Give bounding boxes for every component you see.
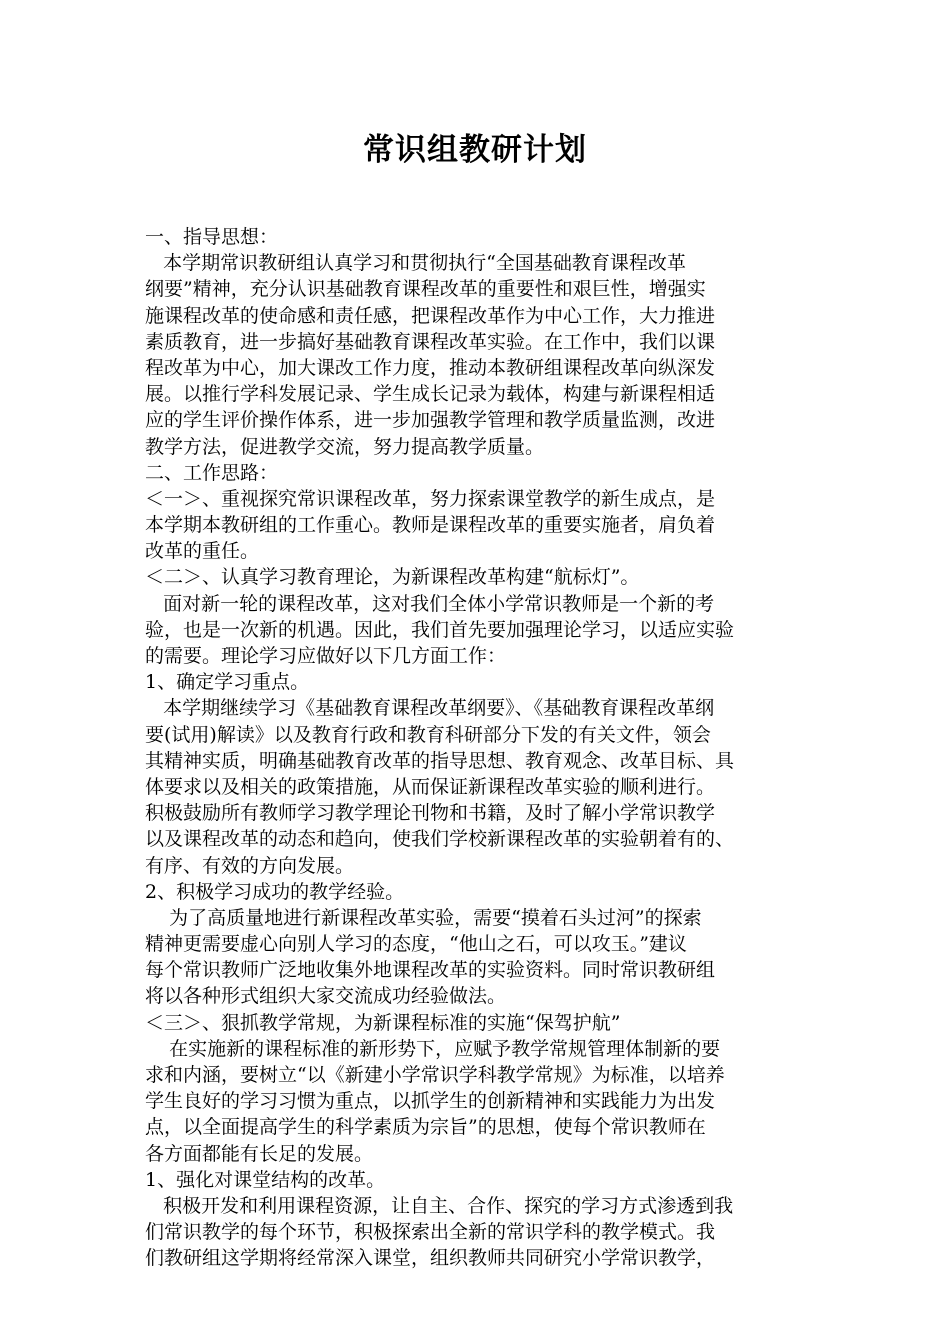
body-line: 求和内涵，要树立“以《新建小学常识学科教学常规》为标准，以培养 [145, 1064, 725, 1086]
body-line: 有序、有效的方向发展。 [145, 854, 355, 877]
body-line: 本学期本教研组的工作重心。教师是课程改革的重要实施者，肩负着 [145, 514, 716, 537]
body-line: 将以各种形式组织大家交流成功经验做法。 [145, 985, 507, 1008]
body-line: 验，也是一次新的机遇。因此，我们首先要加强理论学习，以适应实验 [145, 618, 735, 641]
body-line: 1、强化对课堂结构的改革。 [145, 1168, 386, 1191]
body-line: 们常识教学的每个环节，积极探索出全新的常识学科的教学模式。我 [145, 1221, 716, 1244]
body-line: 一、指导思想： [145, 226, 279, 248]
body-line: 的需要。理论学习应做好以下几方面工作： [145, 645, 507, 667]
body-line: 面对新一轮的课程改革，这对我们全体小学常识教师是一个新的考 [145, 592, 715, 615]
body-line: 其精神实质，明确基础教育改革的指导思想、教育观念、改革目标、具 [145, 749, 735, 772]
body-line: 在实施新的课程标准的新形势下，应赋予教学常规管理体制新的要 [145, 1037, 721, 1060]
body-line: 积极开发和利用课程资源，让自主、合作、探究的学习方式渗透到我 [145, 1194, 734, 1217]
body-line: 体要求以及相关的政策措施，从而保证新课程改革实验的顺利进行。 [145, 775, 716, 798]
body-line: 展。以推行学科发展记录、学生成长记录为载体，构建与新课程相适 [145, 383, 716, 406]
body-line: 施课程改革的使命感和责任感，把课程改革作为中心工作，大力推进 [145, 304, 716, 327]
body-line: 本学期常识教研组认真学习和贯彻执行“全国基础教育课程改革 [145, 252, 686, 275]
document-title: 常识组教研计划 [363, 132, 587, 168]
body-line: ＜一＞、重视探究常识课程改革，努力探索课堂教学的新生成点，是 [145, 487, 716, 510]
body-line: 二、工作思路： [145, 461, 279, 484]
body-line: 本学期继续学习《基础教育课程改革纲要》、《基础教育课程改革纲 [145, 697, 715, 720]
body-line: 以及课程改革的动态和趋向，使我们学校新课程改革的实验朝着有的、 [145, 828, 735, 851]
body-line: 教学方法，促进教学交流，努力提高教学质量。 [145, 435, 545, 458]
body-line: 程改革为中心，加大课改工作力度，推动本教研组课程改革向纵深发 [145, 356, 716, 379]
body-line: 们教研组这学期将经常深入课堂，组织教师共同研究小学常识教学， [145, 1247, 716, 1270]
body-line: 纲要”精神，充分认识基础教育课程改革的重要性和艰巨性，增强实 [145, 278, 706, 301]
body-line: ＜三＞、狠抓教学常规，为新课程标准的实施“保驾护航” [145, 1011, 621, 1034]
body-line: 点，以全面提高学生的科学素质为宗旨”的思想，使每个常识教师在 [145, 1116, 706, 1139]
body-line: 改革的重任。 [145, 540, 260, 563]
body-line: 每个常识教师广泛地收集外地课程改革的实验资料。同时常识教研组 [145, 959, 716, 982]
body-line: 各方面都能有长足的发展。 [145, 1142, 374, 1165]
body-line: 精神更需要虚心向别人学习的态度，“他山之石，可以攻玉。”建议 [145, 933, 687, 956]
body-line: 积极鼓励所有教师学习教学理论刊物和书籍，及时了解小学常识教学 [145, 802, 716, 825]
body-line: 素质教育，进一步搞好基础教育课程改革实验。在工作中，我们以课 [145, 330, 716, 353]
document-body [145, 224, 825, 1272]
body-line: 1、确定学习重点。 [145, 671, 310, 694]
body-line: ＜二＞、认真学习教育理论，为新课程改革构建“航标灯”。 [145, 566, 640, 589]
body-line: 2、积极学习成功的教学经验。 [145, 880, 405, 903]
body-line: 要(试用)解读》以及教育行政和教育科研部分下发的有关文件，领会 [145, 723, 711, 746]
body-line: 学生良好的学习习惯为重点，以抓学生的创新精神和实践能力为出发 [145, 1090, 716, 1113]
body-line: 为了高质量地进行新课程改革实验，需要“摸着石头过河”的探索 [145, 906, 702, 929]
body-line: 应的学生评价操作体系，进一步加强教学管理和教学质量监测，改进 [145, 409, 716, 432]
